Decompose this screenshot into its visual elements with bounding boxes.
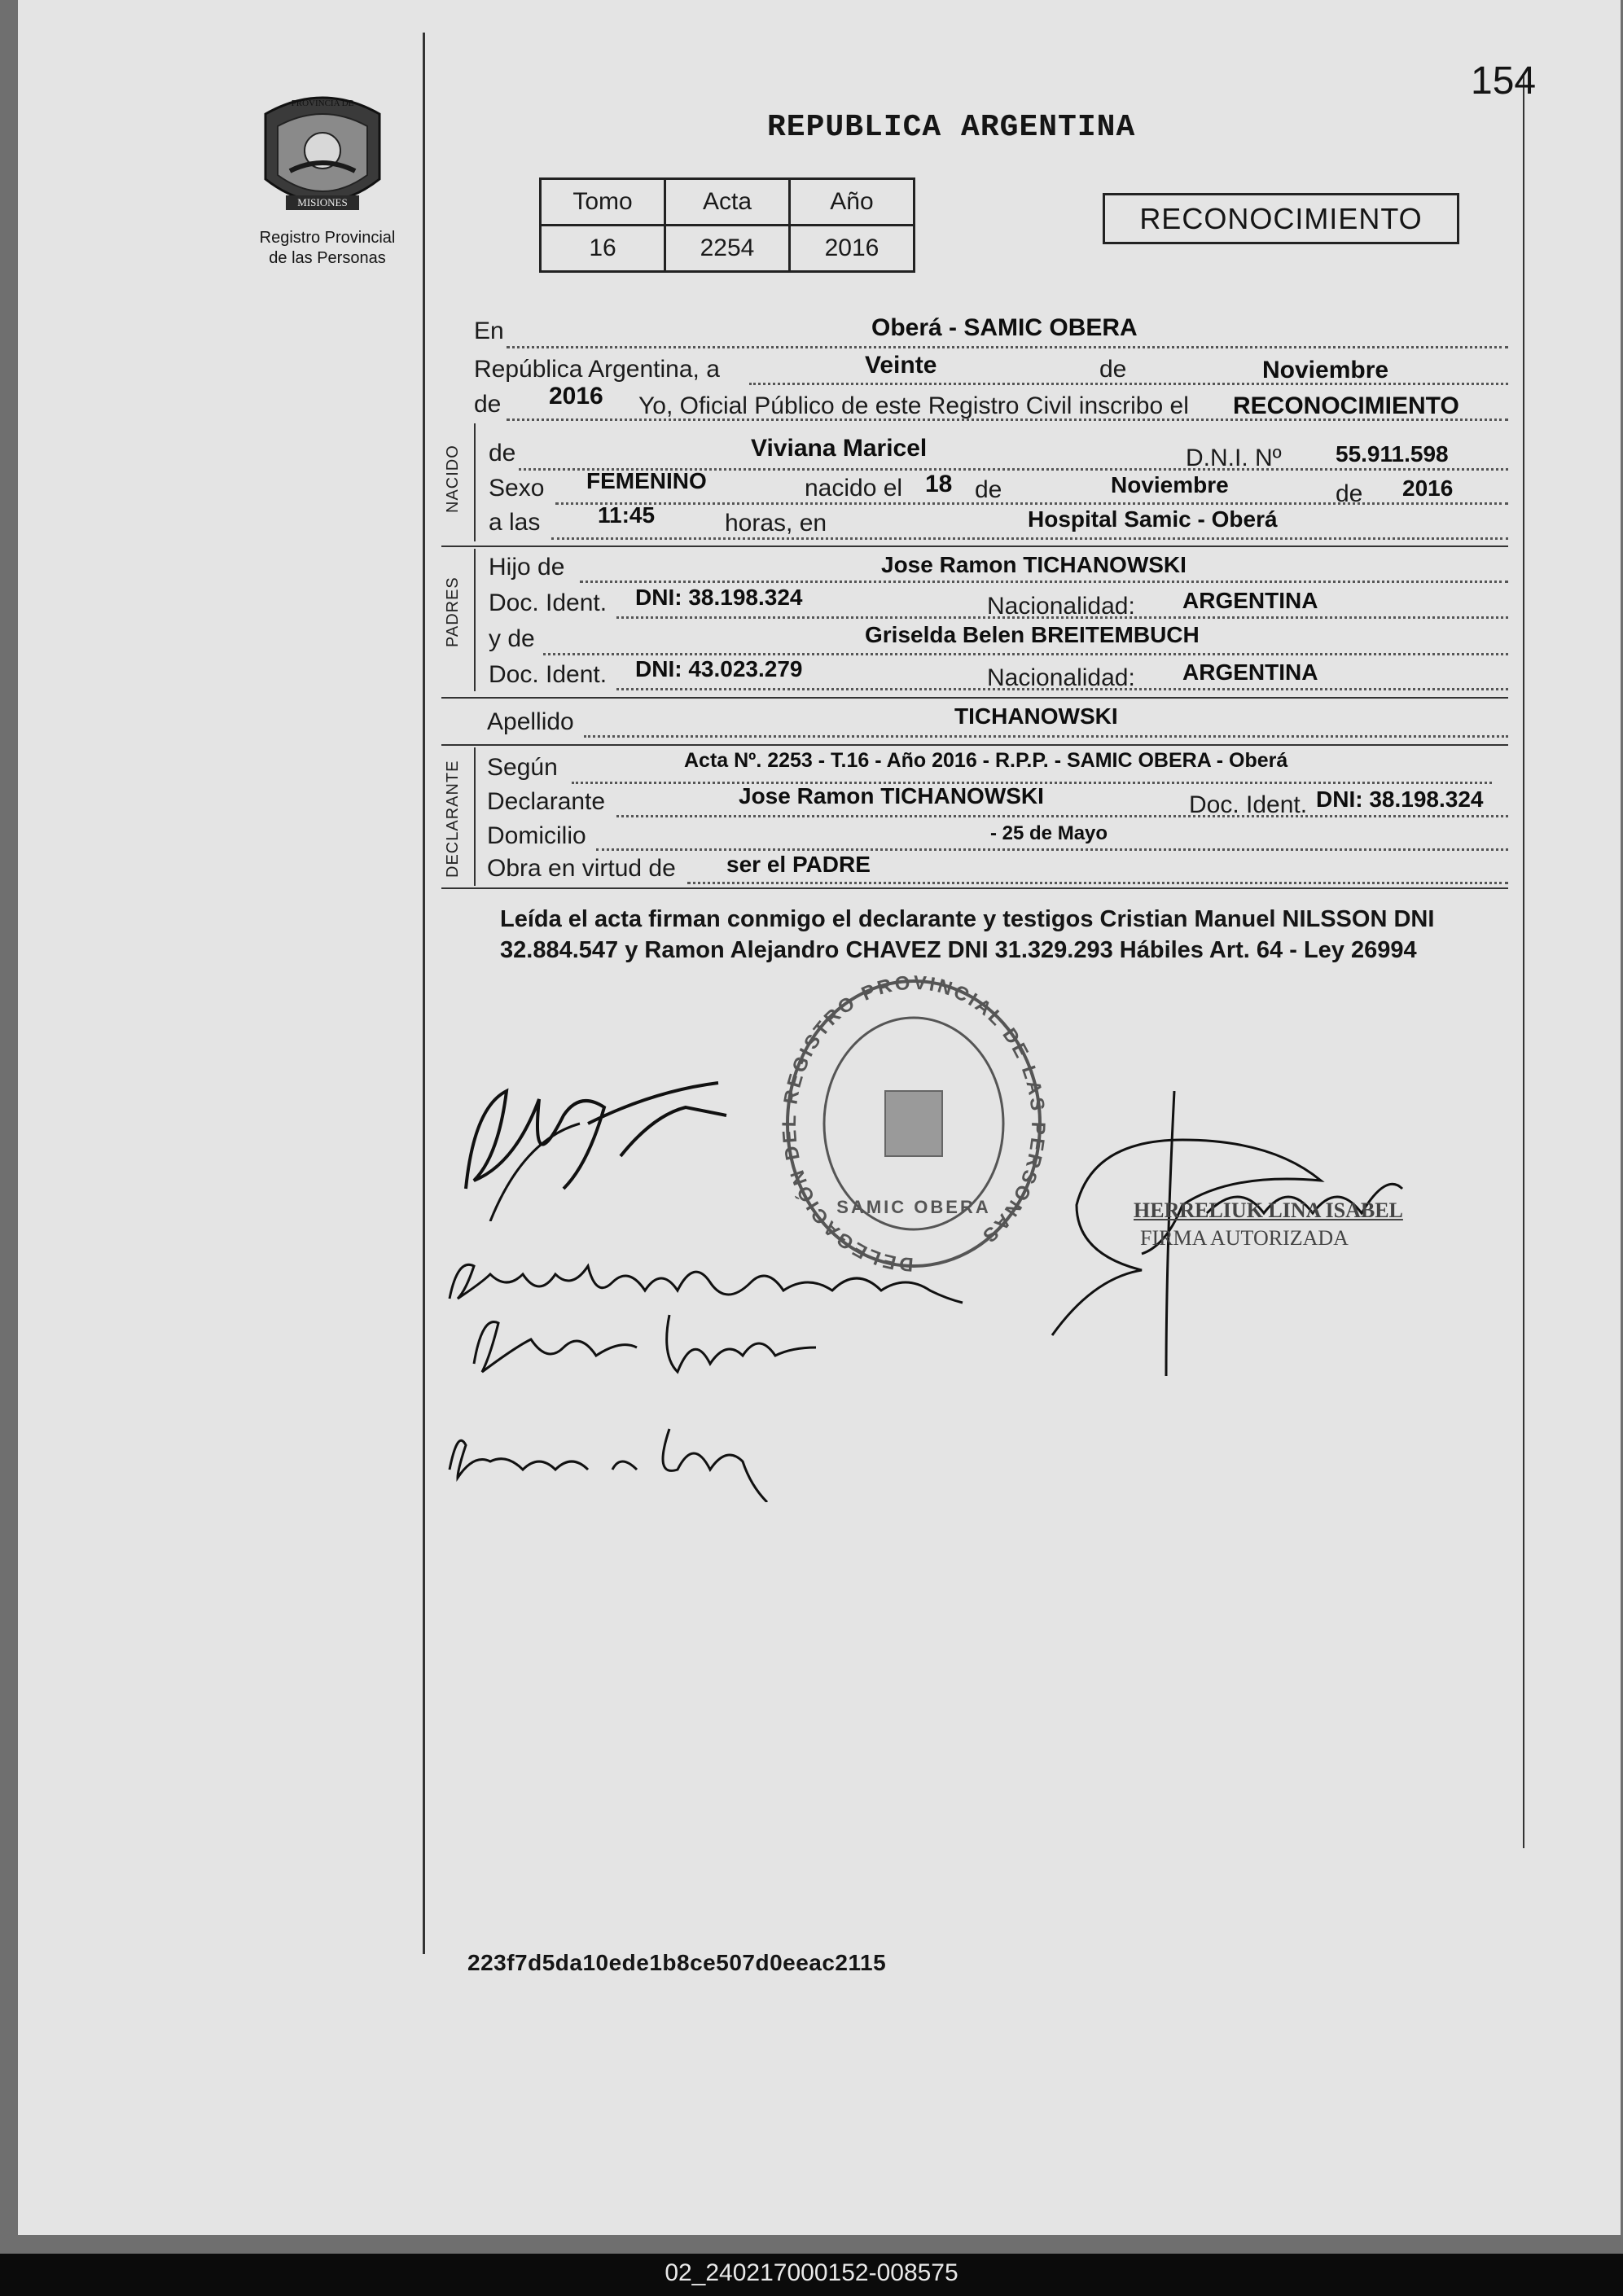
- time-value: 11:45: [598, 502, 656, 528]
- acta-header: Acta: [665, 179, 790, 226]
- registry-label: [246, 228, 409, 269]
- hijo-label: Hijo de: [489, 554, 565, 581]
- vline: [474, 549, 476, 691]
- father-doc-label: Doc. Ident.: [489, 589, 608, 616]
- registry-stamp: [775, 969, 1052, 1278]
- birth-year-value: 2016: [1402, 475, 1454, 501]
- horas-label: horas, en: [725, 510, 827, 537]
- declarante-doc: DNI: 38.198.324: [1316, 787, 1484, 812]
- dotline: [584, 735, 1508, 738]
- mother-doc-label: Doc. Ident.: [489, 661, 608, 688]
- father-doc: DNI: 38.198.324: [635, 585, 803, 610]
- segun-value: Acta Nº. 2253 - T.16 - Año 2016 - R.P.P. - SAMIC OBERA - Oberá: [684, 749, 1288, 772]
- birth-day-value: 18: [925, 471, 953, 497]
- domicilio-label: Domicilio: [487, 822, 586, 849]
- month-value: Noviembre: [1262, 357, 1389, 383]
- province-logo: [241, 81, 404, 228]
- record-table: [539, 177, 915, 273]
- official-signature-block: [1044, 1091, 1427, 1384]
- dotline: [580, 581, 1508, 583]
- hline: [441, 744, 1508, 746]
- birth-place-value: Hospital Samic - Oberá: [1028, 506, 1278, 532]
- father-nat: ARGENTINA: [1182, 588, 1318, 613]
- year-prefix: de: [474, 391, 502, 418]
- left-margin-line: [423, 33, 425, 1954]
- de-label: de: [1099, 356, 1127, 383]
- birth-de-label-2: de: [1336, 480, 1363, 507]
- witness-signature-chavez: [441, 1413, 783, 1502]
- dotline: [555, 502, 1508, 505]
- vline: [474, 747, 476, 886]
- logo-top-text: PROVINCIA DE: [291, 99, 354, 108]
- father-name: Jose Ramon TICHANOWSKI: [881, 552, 1187, 577]
- birth-month-value: Noviembre: [1111, 472, 1229, 497]
- declarante-name: Jose Ramon TICHANOWSKI: [739, 783, 1044, 808]
- declarante-signature: [441, 1058, 767, 1221]
- record-type-box: RECONOCIMIENTO: [1103, 193, 1459, 244]
- obra-label: Obra en virtud de: [487, 855, 676, 882]
- mother-nat: ARGENTINA: [1182, 659, 1318, 685]
- place-value: Oberá - SAMIC OBERA: [871, 314, 1138, 341]
- hline: [441, 697, 1508, 699]
- anio-header: Año: [790, 179, 915, 226]
- anio-value: 2016: [790, 226, 915, 272]
- sexo-label: Sexo: [489, 475, 545, 502]
- witness-signature-nilsson: [458, 1299, 824, 1388]
- declarante-label: Declarante: [487, 788, 606, 815]
- alas-label: a las: [489, 509, 541, 536]
- registry-label-line2: de las Personas: [269, 249, 386, 267]
- stamp-inner-text: SAMIC OBERA: [836, 1197, 991, 1217]
- declarante-doc-label: Doc. Ident.: [1189, 791, 1308, 818]
- hline: [441, 887, 1508, 889]
- vline: [474, 423, 476, 541]
- tomo-header: Tomo: [541, 179, 665, 226]
- dotline: [507, 346, 1508, 348]
- declarante-section-label: DECLARANTE: [444, 760, 462, 878]
- dotline: [749, 383, 1508, 385]
- document-title: REPUBLICA ARGENTINA: [767, 110, 1136, 145]
- apellido-value: TICHANOWSKI: [954, 703, 1118, 729]
- logo-bottom-text: MISIONES: [297, 196, 348, 208]
- stamp-ring-text: DELEGACIÓN DEL REGISTRO PROVINCIAL DE LAS PERSONAS: [778, 971, 1050, 1276]
- padres-section-label: PADRES: [444, 576, 462, 647]
- official-name-stamp: HERRELIUK LINA ISABEL: [1134, 1198, 1403, 1222]
- dotline: [543, 653, 1508, 655]
- official-firma-stamp: FIRMA AUTORIZADA: [1140, 1226, 1349, 1250]
- nacido-name: Viviana Maricel: [751, 435, 928, 462]
- obra-value: ser el PADRE: [726, 852, 871, 877]
- right-margin-line: [1523, 73, 1524, 1848]
- domicilio-value: - 25 de Mayo: [990, 822, 1108, 844]
- year-value: 2016: [549, 383, 603, 410]
- mother-nat-label: Nacionalidad:: [987, 664, 1135, 691]
- nacido-el-label: nacido el: [805, 475, 903, 502]
- sexo-value: FEMENINO: [586, 468, 707, 493]
- apellido-label: Apellido: [487, 708, 574, 735]
- hline: [441, 546, 1508, 547]
- acta-value: 2254: [665, 226, 790, 272]
- father-nat-label: Nacionalidad:: [987, 593, 1135, 620]
- nacido-de-label: de: [489, 440, 516, 467]
- birth-de-label: de: [975, 476, 1002, 503]
- tomo-value: 16: [541, 226, 665, 272]
- dotline: [551, 537, 1508, 540]
- yde-label: y de: [489, 625, 535, 652]
- mother-name: Griselda Belen BREITEMBUCH: [865, 622, 1200, 647]
- registry-text: Yo, Oficial Público de este Registro Civil inscribo el: [638, 392, 1189, 419]
- segun-label: Según: [487, 754, 558, 781]
- act-value: RECONOCIMIENTO: [1233, 392, 1459, 419]
- registry-label-line1: Registro Provincial: [259, 229, 396, 247]
- dotline: [596, 848, 1508, 851]
- closing-statement: Leída el acta firman conmigo el declarante y testigos Cristian Manuel NILSSON DNI 32.884.547 y Ramon Alejandro CHAVEZ DNI 31.329.293 Hábiles Art. 64 - Ley 26994: [500, 906, 1435, 963]
- page-number: 154: [1471, 59, 1537, 103]
- republica-label: República Argentina, a: [474, 356, 720, 383]
- footer-id: 02_240217000152-008575: [665, 2259, 958, 2286]
- nacido-section-label: NACIDO: [444, 445, 462, 513]
- dotline: [687, 882, 1508, 884]
- mother-doc: DNI: 43.023.279: [635, 656, 803, 681]
- dni-value: 55.911.598: [1336, 441, 1449, 467]
- document-hash: 223f7d5da10ede1b8ce507d0eeac2115: [467, 1950, 887, 1975]
- en-label: En: [474, 318, 504, 344]
- dni-label: D.N.I. Nº: [1186, 445, 1282, 471]
- dotline: [616, 815, 1508, 817]
- day-value: Veinte: [865, 352, 937, 379]
- document-sheet: [18, 0, 1621, 2235]
